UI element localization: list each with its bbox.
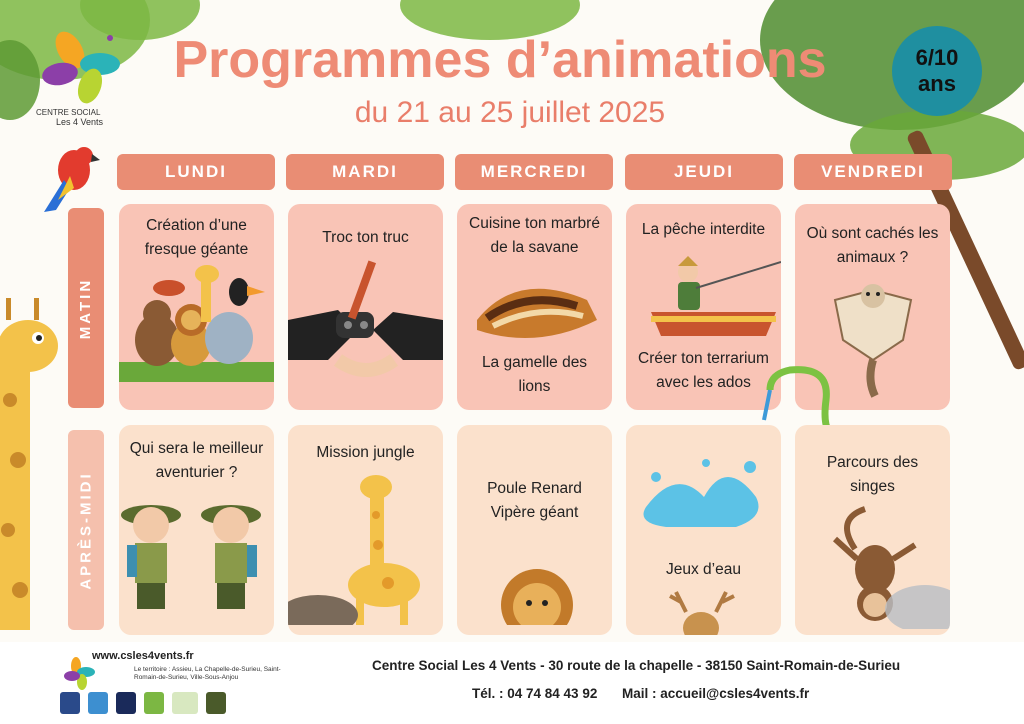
activity-cell-wednesday-afternoon <box>457 425 612 635</box>
logo-name: CENTRE SOCIAL <box>36 108 101 117</box>
logo-subname: Les 4 Vents <box>56 117 104 127</box>
activity-cell-monday-morning <box>119 204 274 410</box>
age-unit: ans <box>918 71 956 96</box>
age-badge <box>892 26 982 116</box>
activity-cell-tuesday-afternoon <box>288 425 443 635</box>
giraffe-icon <box>288 465 443 625</box>
day-header-vendredi: VENDREDI <box>794 154 952 190</box>
age-range: 6/10 <box>915 45 959 70</box>
period-header-morning <box>68 208 104 408</box>
activity-title: Parcours des singes <box>826 454 919 495</box>
territory-text: Le territoire : Assieu, La Chapelle-de-Surieu, Saint-Romain-de-Surieu, Ville-Sous-Anjou <box>134 666 281 681</box>
activity-cell-wednesday-morning <box>457 204 612 410</box>
phone-text: Tél. : 04 74 84 43 92 <box>472 686 598 701</box>
partner-logo-icon <box>116 692 136 714</box>
activity-cell-monday-afternoon <box>119 425 274 635</box>
partner-logo-icon <box>206 692 226 714</box>
activity-title: Mission jungle <box>316 444 415 461</box>
monkey-icon <box>795 499 950 629</box>
lion-icon <box>457 525 612 625</box>
activity-title: Cuisine ton marbré de la savane <box>469 215 600 256</box>
activity-cell-tuesday-morning <box>288 204 443 410</box>
website-link[interactable]: www.csles4vents.fr <box>92 650 194 662</box>
partner-logo-icon <box>60 692 80 714</box>
activity-title-secondary: Créer ton terrarium avec les ados <box>638 350 769 391</box>
date-range: du 21 au 25 juillet 2025 <box>354 96 666 129</box>
email-link[interactable]: Mail : accueil@csles4vents.fr <box>622 686 810 701</box>
activity-title-secondary: La gamelle des lions <box>481 354 588 395</box>
page-title: Programmes d’animations <box>173 31 827 89</box>
activity-cell-thursday-afternoon <box>626 425 781 635</box>
partner-logos <box>60 692 260 718</box>
partner-logo-icon <box>144 692 164 714</box>
activity-cell-friday-afternoon <box>795 425 950 635</box>
period-label-morning: MATIN <box>77 277 95 339</box>
period-label-afternoon: APRÈS-MIDI <box>77 470 95 590</box>
centre-social-logo <box>30 28 140 128</box>
activity-title: Jeux d’eau <box>666 561 741 578</box>
trade-hands-icon <box>288 250 443 400</box>
activity-title: Où sont cachés les animaux ? <box>806 225 939 266</box>
day-header-mercredi: MERCREDI <box>455 154 613 190</box>
activity-title: Troc ton truc <box>322 229 409 246</box>
deer-icon <box>626 582 781 635</box>
activity-title: Poule Renard Vipère géant <box>487 480 582 521</box>
explorer-kids-icon <box>119 485 274 625</box>
day-header-jeudi: JEUDI <box>625 154 783 190</box>
address-text: Centre Social Les 4 Vents - 30 route de la chapelle - 38150 Saint-Romain-de-Surieu <box>372 658 901 673</box>
animals-group-icon <box>119 262 274 382</box>
flower-logo-icon <box>30 28 140 104</box>
water-splash-icon <box>626 437 781 547</box>
activity-title: Création d’une fresque géante <box>144 217 249 258</box>
marble-cake-icon <box>457 260 612 346</box>
footer <box>0 642 1024 724</box>
activity-title: Qui sera le meilleur aventurier ? <box>129 440 264 481</box>
activity-title: La pêche interdite <box>641 221 766 238</box>
period-header-afternoon <box>68 430 104 630</box>
day-header-mardi: MARDI <box>286 154 444 190</box>
partner-logo-icon <box>172 692 198 714</box>
day-header-lundi: LUNDI <box>117 154 275 190</box>
fishing-boat-icon <box>626 242 781 342</box>
partner-logo-icon <box>88 692 108 714</box>
